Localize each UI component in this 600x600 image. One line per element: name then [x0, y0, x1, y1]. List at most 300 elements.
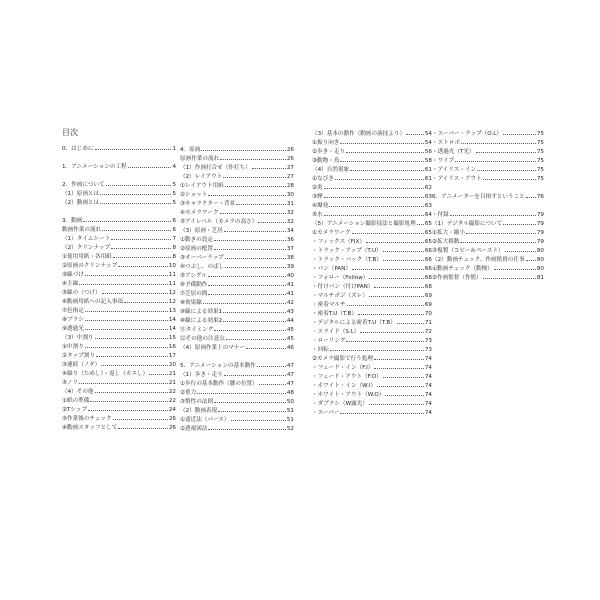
toc-entry-title: ・マルチポジ（ズレ）: [312, 293, 368, 299]
toc-dot-leader: [383, 251, 424, 252]
toc-entry: [312, 391, 432, 400]
toc-gap: [62, 208, 176, 217]
toc-dot-leader: [461, 143, 536, 144]
toc-entry-page: 6: [172, 218, 176, 224]
toc-entry: [180, 173, 294, 182]
toc-entry-title: ③線づけ: [62, 272, 84, 278]
toc-entry: [432, 148, 544, 157]
toc-entry-title: （3）中割り: [62, 335, 94, 341]
toc-dot-leader: [224, 375, 286, 376]
toc-entry-page: 79: [536, 212, 544, 218]
toc-entry-page: 4: [172, 164, 176, 170]
toc-entry-page: 80: [536, 257, 544, 263]
toc-entry-title: 2．作画について: [62, 182, 105, 188]
toc-entry-title: ①レイアウト用紙: [180, 183, 224, 189]
toc-dot-leader: [85, 347, 168, 348]
toc-entry: [180, 407, 294, 416]
toc-entry-title: ⑩線による効果2: [180, 318, 223, 324]
toc-dot-leader: [483, 278, 536, 279]
toc-entry-title: ⑫その他の注意点: [180, 336, 225, 342]
toc-entry-page: 10: [168, 263, 176, 269]
toc-entry-page: 68: [424, 275, 432, 281]
toc-gap: [432, 202, 544, 211]
toc-entry-page: 51: [286, 417, 294, 423]
toc-dot-leader: [324, 188, 424, 189]
toc-entry-title: 3．動画: [62, 218, 83, 224]
toc-entry-title: ⑧ブラシ: [62, 317, 84, 323]
toc-entry-title: ②作画監督（作監）: [432, 275, 482, 281]
toc-dot-leader: [374, 287, 424, 288]
toc-entry-page: 65: [424, 230, 432, 236]
toc-entry-title: ⑨透過光: [62, 326, 84, 332]
toc-dot-leader: [374, 359, 424, 360]
toc-entry-page: 73: [424, 347, 432, 353]
toc-dot-leader: [214, 240, 286, 241]
toc-entry: [180, 290, 294, 299]
toc-dot-leader: [83, 221, 171, 222]
toc-entry: [312, 202, 432, 211]
toc-dot-leader: [252, 168, 286, 169]
toc-entry-title: ・透過光（T光）: [432, 149, 475, 155]
toc-entry-page: 47: [286, 363, 294, 369]
toc-dot-leader: [88, 410, 168, 411]
toc-entry: [432, 265, 544, 274]
toc-entry-page: 26: [168, 416, 176, 422]
toc-entry-title: ・付録: [432, 212, 449, 218]
toc-entry: [432, 274, 544, 283]
toc-entry-page: 32: [286, 219, 294, 225]
toc-entry-page: 70: [424, 311, 432, 317]
toc-dot-leader: [85, 320, 168, 321]
toc-entry: [180, 209, 294, 218]
toc-entry: [62, 289, 176, 298]
toc-entry-title: ④動画スタッフとして: [62, 425, 118, 431]
toc-dot-leader: [225, 258, 286, 259]
toc-entry: [62, 316, 176, 325]
toc-dot-leader: [223, 177, 286, 178]
toc-dot-leader: [366, 242, 424, 243]
toc-entry-title: ⑤アングル: [180, 273, 207, 279]
toc-entry: [180, 299, 294, 308]
toc-entry-title: ①遠近法（パース）: [180, 417, 230, 423]
toc-entry: [312, 301, 432, 310]
toc-entry-page: 75: [536, 176, 544, 182]
toc-dot-leader: [101, 365, 168, 366]
toc-entry: [432, 175, 544, 184]
toc-dot-leader: [113, 257, 172, 258]
toc-dot-leader: [352, 269, 424, 270]
toc-entry: [180, 380, 294, 389]
toc-dot-leader: [96, 356, 168, 357]
toc-dot-leader: [258, 222, 286, 223]
toc-entry-title: （2）動画とは: [62, 200, 100, 206]
toc-dot-leader: [100, 203, 171, 204]
toc-entry-page: 26: [286, 156, 294, 162]
toc-entry-page: 34: [286, 228, 294, 234]
toc-entry-title: ⑤ノリ: [62, 380, 78, 386]
toc-entry-page: 66: [424, 248, 432, 254]
toc-entry-title: 動画作業の流れ: [62, 227, 102, 233]
toc-dot-leader: [383, 377, 424, 378]
toc-entry-title: （4）原画作業上のマナー: [180, 345, 246, 351]
toc-entry: [180, 218, 294, 227]
toc-dot-leader: [225, 186, 286, 187]
toc-gap: [62, 172, 176, 181]
toc-entry-title: （4）自然現象: [312, 167, 350, 173]
toc-dot-leader: [85, 329, 168, 330]
toc-entry-title: （1）作画打合せ（作打ち）: [180, 165, 251, 171]
toc-dot-leader: [346, 341, 423, 342]
toc-entry-page: 5: [172, 200, 176, 206]
toc-dot-leader: [340, 413, 423, 414]
toc-dot-leader: [352, 233, 424, 234]
toc-entry: [312, 373, 432, 382]
toc-entry: [180, 245, 294, 254]
toc-dot-leader: [197, 393, 286, 394]
toc-entry-page: 7: [172, 236, 176, 242]
toc-entry-page: 75: [536, 131, 544, 137]
toc-entry-title: 4．原画: [180, 147, 201, 153]
toc-entry-title: （3）基本の動作（動画の演技より）: [312, 131, 406, 137]
toc-entry: [312, 355, 432, 364]
toc-entry-title: （2）クリンナップ: [62, 245, 111, 251]
toc-entry-title: ・トラック・バック（T.B）: [312, 257, 382, 263]
toc-entry-page: 14: [168, 326, 176, 332]
toc-dot-leader: [259, 384, 286, 385]
toc-entry-title: （2）動画表現: [180, 408, 218, 414]
toc-entry-title: ・ホワイト・アウト（W.O）: [312, 392, 385, 398]
toc-entry-page: 8: [172, 245, 176, 251]
toc-dot-leader: [374, 368, 423, 369]
toc-dot-leader: [340, 143, 423, 144]
toc-dot-leader: [102, 293, 168, 294]
toc-dot-leader: [214, 402, 286, 403]
toc-entry-title: ①中割り: [62, 344, 84, 350]
toc-dot-leader: [214, 249, 286, 250]
toc-entry-page: 5: [172, 191, 176, 197]
toc-entry-page: 32: [286, 210, 294, 216]
toc-dot-leader: [85, 275, 168, 276]
toc-entry-title: ・ローリング: [312, 338, 346, 344]
toc-entry: [312, 211, 432, 220]
toc-entry-page: 80: [536, 266, 544, 272]
toc-entry-page: 56: [424, 149, 432, 155]
toc-entry-page: 46: [286, 345, 294, 351]
toc-entry-title: ①使用用紙・各用紙: [62, 254, 112, 260]
toc-entry-page: 74: [424, 356, 432, 362]
toc-entry-page: 79: [536, 230, 544, 236]
toc-entry-title: ①歩行の基本動作（腰の位置）: [180, 381, 258, 387]
toc-entry: [432, 238, 544, 247]
toc-dot-leader: [360, 332, 423, 333]
toc-entry: [62, 415, 176, 424]
toc-entry-title: ⑪タイミング: [180, 327, 214, 333]
toc-entry-page: 76: [536, 194, 544, 200]
toc-entry: [432, 247, 544, 256]
toc-entry: [312, 310, 432, 319]
toc-entry: [62, 397, 176, 406]
toc-entry: [62, 424, 176, 433]
toc-entry: [312, 175, 432, 184]
toc-dot-leader: [358, 314, 424, 315]
toc-entry: [312, 256, 432, 265]
toc-dot-leader: [369, 278, 423, 279]
toc-entry: [62, 379, 176, 388]
toc-dot-leader: [526, 260, 536, 261]
toc-entry-title: ⑤水: [312, 212, 323, 218]
toc-entry: [180, 272, 294, 281]
toc-entry-page: 74: [424, 392, 432, 398]
toc-entry-title: 5．アニメーションの基本動作: [180, 363, 256, 369]
toc-entry-page: 61: [424, 176, 432, 182]
toc-entry-page: 24: [168, 407, 176, 413]
toc-entry: [312, 148, 432, 157]
toc-entry: [432, 211, 544, 220]
toc-entry-page: 1: [172, 146, 176, 152]
toc-dot-leader: [335, 179, 424, 180]
toc-entry: [432, 220, 544, 229]
toc-dot-leader: [505, 251, 536, 252]
toc-entry-title: ②原画のクリンナップ: [62, 263, 118, 269]
toc-entry-title: ②透視図法: [180, 426, 208, 432]
toc-entry-page: 22: [168, 398, 176, 404]
toc-entry: [180, 416, 294, 425]
toc-entry: [180, 335, 294, 344]
toc-entry-title: ③キャラクター・背景: [180, 201, 236, 207]
toc-dot-leader: [79, 284, 168, 285]
toc-dot-leader: [124, 302, 168, 303]
toc-entry-title: ③慣性の法則: [180, 399, 213, 405]
toc-entry-title: ・ダブラシ（W露光）: [312, 401, 368, 407]
toc-entry: [180, 326, 294, 335]
toc-entry: [312, 364, 432, 373]
toc-entry-page: 21: [168, 371, 176, 377]
toc-entry: [180, 389, 294, 398]
toc-dot-leader: [95, 338, 168, 339]
toc-entry-title: （4）その他: [62, 389, 94, 395]
toc-entry-page: 26: [168, 425, 176, 431]
toc-entry: [62, 244, 176, 253]
toc-dot-leader: [417, 224, 424, 225]
toc-entry-page: 48: [286, 390, 294, 396]
toc-entry-title: （2）レイアウト: [180, 174, 223, 180]
toc-entry-title: ④爆発: [312, 203, 329, 209]
toc-entry-title: ⑥動画用紙への記入事項: [62, 299, 123, 305]
toc-dot-leader: [100, 194, 171, 195]
toc-entry-page: 79: [536, 221, 544, 227]
toc-entry: [180, 200, 294, 209]
toc-gap: [180, 353, 294, 362]
toc-entry-page: 31: [286, 201, 294, 207]
toc-entry: [312, 346, 432, 355]
toc-entry-title: ②重力: [180, 390, 197, 396]
toc-entry-title: ③作業後のチェック: [62, 416, 112, 422]
toc-entry-page: 11: [168, 272, 176, 278]
toc-entry: [432, 193, 544, 202]
toc-entry-page: 74: [424, 365, 432, 371]
toc-entry: [312, 130, 432, 139]
toc-dot-leader: [208, 285, 285, 286]
toc-dot-leader: [149, 374, 168, 375]
toc-entry-title: ②拡大移動: [432, 239, 460, 245]
toc-entry: [180, 344, 294, 353]
toc-column-2: [180, 146, 294, 434]
toc-entry-page: 17: [168, 353, 176, 359]
toc-entry-title: ③連続（ノタ）: [62, 362, 101, 368]
toc-entry-page: 54: [424, 131, 432, 137]
toc-entry-page: 81: [536, 275, 544, 281]
toc-entry: [62, 370, 176, 379]
toc-entry-page: 71: [424, 320, 432, 326]
toc-entry: [312, 166, 432, 175]
toc-dot-leader: [450, 215, 536, 216]
toc-dot-leader: [460, 242, 535, 243]
toc-dot-leader: [236, 204, 286, 205]
toc-entry: [62, 190, 176, 199]
toc-entry-page: 47: [286, 372, 294, 378]
toc-entry-title: 原画作業の流れ: [180, 156, 220, 162]
toc-entry-page: 27: [286, 174, 294, 180]
toc-dot-leader: [220, 213, 286, 214]
toc-dot-leader: [231, 420, 286, 421]
toc-entry: [62, 199, 176, 208]
toc-entry: [62, 334, 176, 343]
toc-entry-title: ②Tシップ: [62, 407, 88, 413]
toc-entry-page: 47: [286, 381, 294, 387]
toc-entry-title: ④カメラワーク: [180, 210, 219, 216]
toc-dot-leader: [477, 170, 536, 171]
toc-entry: [180, 182, 294, 191]
toc-entry-page: 61: [424, 167, 432, 173]
toc-entry: [62, 271, 176, 280]
toc-dot-leader: [324, 215, 424, 216]
toc-dot-leader: [218, 411, 286, 412]
toc-entry-page: 64: [424, 212, 432, 218]
toc-entry-page: 22: [168, 389, 176, 395]
toc-entry-page: 8: [172, 254, 176, 260]
toc-dot-leader: [113, 419, 168, 420]
toc-entry-page: 12: [168, 290, 176, 296]
toc-entry: [62, 145, 176, 154]
toc-dot-leader: [346, 152, 424, 153]
toc-entry-title: ①カメラワーク: [312, 230, 351, 236]
toc-entry-title: ⑤線の（つけ）: [62, 290, 101, 296]
toc-entry-title: ②タップ割り: [62, 353, 95, 359]
toc-entry-title: ⑤アイレベル（カメラの高さ）: [180, 219, 258, 225]
toc-entry: [312, 292, 432, 301]
toc-dot-leader: [208, 429, 285, 430]
toc-dot-leader: [350, 170, 424, 171]
toc-entry-title: ①紙の準備: [62, 398, 90, 404]
toc-entry-page: 14: [168, 317, 176, 323]
toc-entry-page: 62: [424, 185, 432, 191]
toc-entry-title: ・パン（PAN）: [312, 266, 351, 272]
toc-entry-page: 5: [172, 182, 176, 188]
toc-entry-page: 43: [286, 309, 294, 315]
toc-entry-title: ④つぶし、のばし: [180, 264, 225, 270]
toc-dot-leader: [397, 323, 424, 324]
toc-dot-leader: [90, 401, 167, 402]
toc-dot-leader: [369, 404, 424, 405]
toc-dot-leader: [503, 224, 536, 225]
toc-entry: [432, 139, 544, 148]
toc-entry-title: ・密着T.U（T.B）: [312, 311, 357, 317]
toc-dot-leader: [406, 134, 424, 135]
toc-entry: [432, 256, 544, 265]
toc-entry-title: ・ホワイト・イン（W.I）: [312, 383, 377, 389]
toc-entry: [180, 227, 294, 236]
toc-entry-page: 73: [424, 338, 432, 344]
toc-entry-page: 54: [424, 140, 432, 146]
toc-dot-leader: [223, 321, 286, 322]
toc-entry: [312, 157, 432, 166]
toc-entry: [312, 247, 432, 256]
toc-entry: [62, 325, 176, 334]
toc-entry: [62, 298, 176, 307]
toc-dot-leader: [79, 383, 168, 384]
toc-entry: [180, 236, 294, 245]
toc-entry-title: ③複製（コピー＆ペースト）: [432, 248, 504, 254]
toc-entry-title: ・付けパン（付けPAN）: [312, 284, 374, 290]
toc-dot-leader: [340, 161, 423, 162]
toc-entry: [62, 280, 176, 289]
toc-entry: [62, 217, 176, 226]
toc-entry-page: 41: [286, 282, 294, 288]
toc-dot-leader: [483, 179, 536, 180]
toc-entry-page: 74: [424, 374, 432, 380]
toc-entry-title: （2）動画チェック、作画監督の仕事: [432, 257, 525, 263]
toc-entry-page: 12: [168, 299, 176, 305]
toc-entry: [180, 281, 294, 290]
toc-entry-page: 75: [536, 149, 544, 155]
toc-entry: [180, 146, 294, 155]
toc-entry: [180, 191, 294, 200]
toc-entry: [432, 130, 544, 139]
toc-entry: [312, 337, 432, 346]
toc-entry: [312, 139, 432, 148]
toc-entry-page: 72: [424, 329, 432, 335]
toc-entry-page: 41: [286, 291, 294, 297]
toc-entry: [62, 361, 176, 370]
toc-entry-page: 66: [424, 257, 432, 263]
toc-entry: [432, 157, 544, 166]
toc-entry-page: 75: [536, 167, 544, 173]
toc-column-1: [62, 145, 176, 433]
toc-entry: [180, 308, 294, 317]
toc-entry: [432, 229, 544, 238]
toc-entry-title: ①動画チェック（動検）: [432, 266, 493, 272]
toc-entry-title: ②ショット: [180, 192, 208, 198]
toc-dot-leader: [224, 231, 286, 232]
toc-entry-title: ⑨線による効果1: [180, 309, 223, 315]
toc-entry-title: （5）アニメーション撮影技法と撮影処理: [312, 221, 416, 227]
toc-entry-title: ②炎: [312, 185, 323, 191]
toc-entry: [312, 274, 432, 283]
toc-entry-title: ・スーパー: [312, 410, 340, 416]
toc-entry-page: 38: [286, 255, 294, 261]
toc-entry-page: 26: [286, 147, 294, 153]
toc-entry-title: ②原画の配置: [180, 246, 213, 252]
toc-column-4: [432, 130, 544, 283]
toc-dot-leader: [369, 296, 424, 297]
toc-entry: [180, 425, 294, 434]
toc-entry-title: （3）原画・芝居: [180, 228, 223, 234]
toc-entry-page: 11: [168, 281, 176, 287]
toc-entry-page: 69: [424, 293, 432, 299]
toc-entry-title: 1．アニメーションの工程: [62, 164, 127, 170]
toc-entry: [180, 164, 294, 173]
toc-entry: [312, 382, 432, 391]
